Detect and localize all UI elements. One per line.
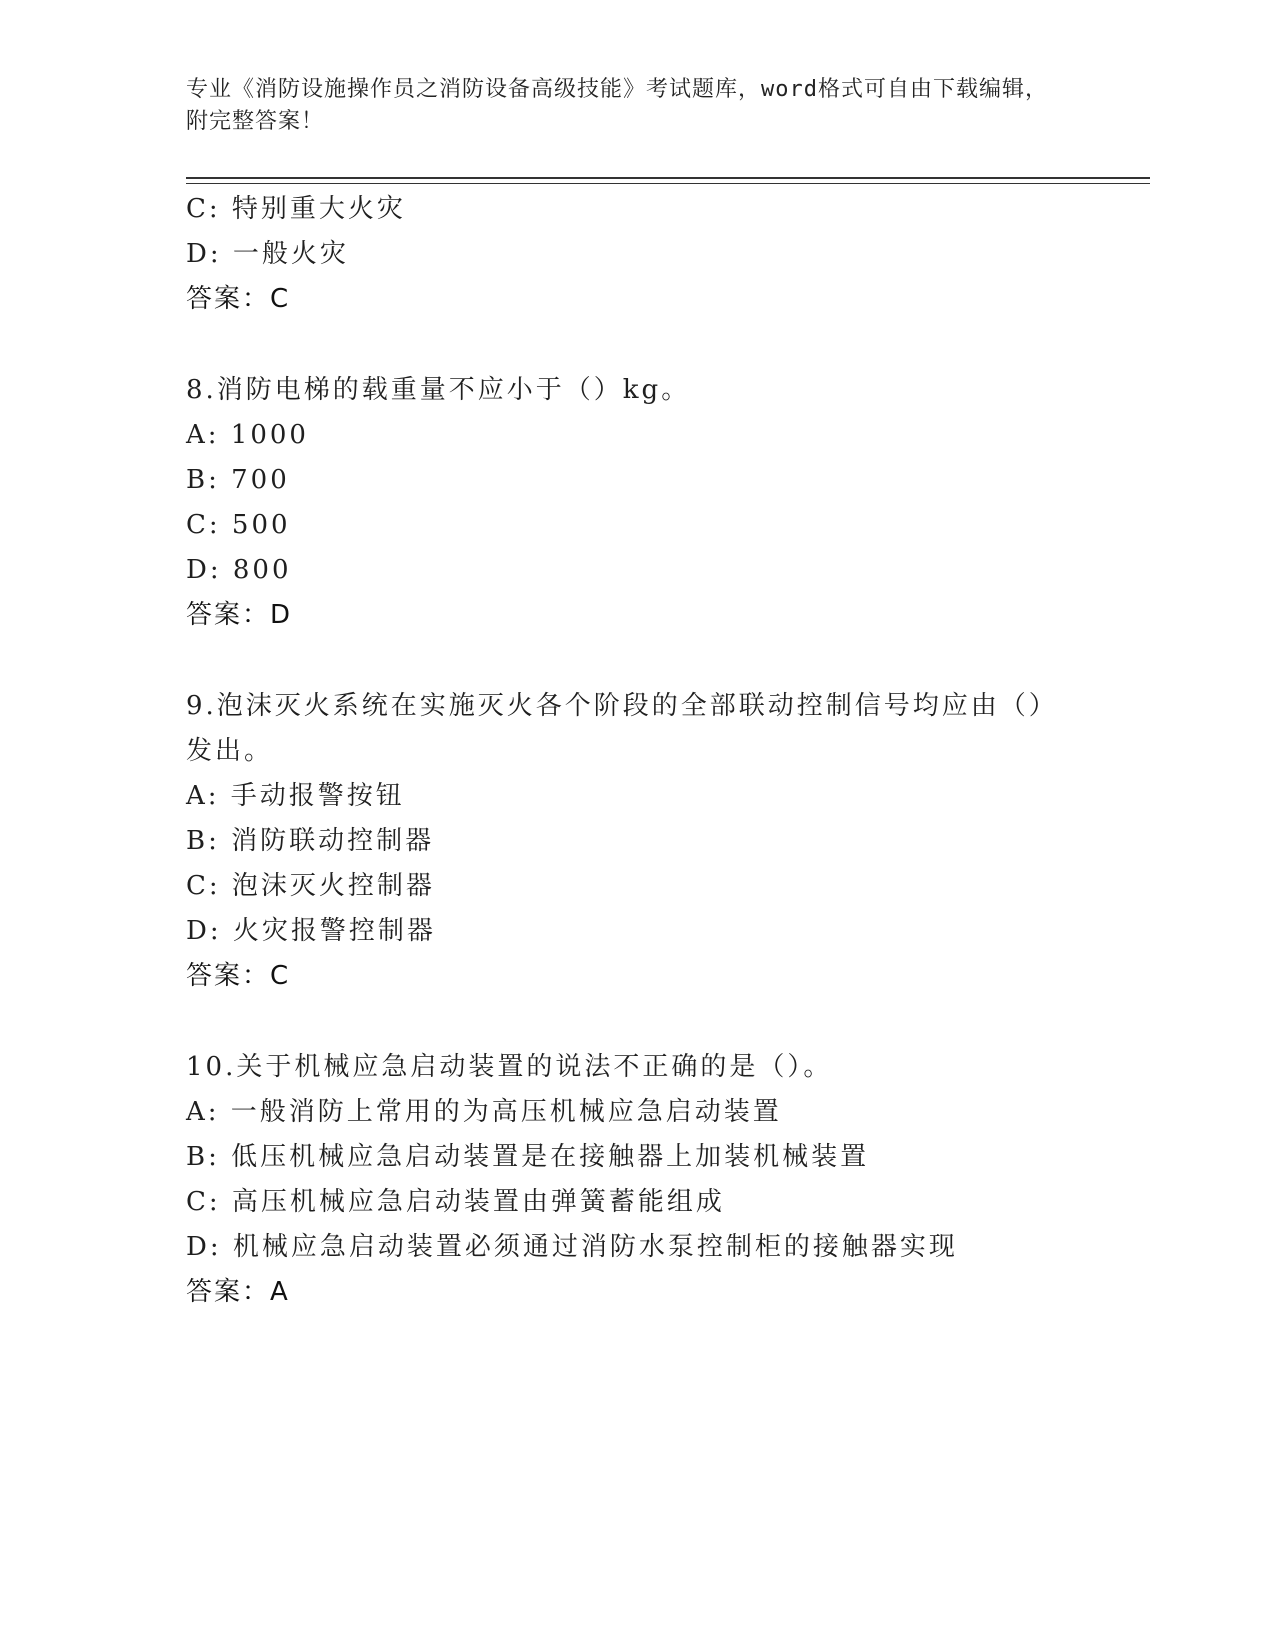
header-rule-thick <box>186 177 1150 179</box>
q9-option-a: A: 手动报警按钮 <box>186 781 405 811</box>
q9-question-line1: 9.泡沫灭火系统在实施灭火各个阶段的全部联动控制信号均应由（） <box>186 691 1058 721</box>
q10-option-a: A: 一般消防上常用的为高压机械应急启动装置 <box>186 1097 782 1127</box>
q9-answer: 答案：C <box>186 961 291 991</box>
q7-option-c: C: 特别重大火灾 <box>186 194 406 224</box>
q10-option-c: C: 高压机械应急启动装置由弹簧蓄能组成 <box>186 1187 725 1217</box>
q7-option-d: D: 一般火灾 <box>186 239 349 269</box>
q8-question: 8.消防电梯的载重量不应小于（）kg。 <box>186 375 691 405</box>
q9-option-c: C: 泡沫灭火控制器 <box>186 871 435 901</box>
q9-question-line2: 发出。 <box>186 736 274 766</box>
q10-option-b: B: 低压机械应急启动装置是在接触器上加装机械装置 <box>186 1142 870 1172</box>
q10-option-d: D: 机械应急启动装置必须通过消防水泵控制柜的接触器实现 <box>186 1232 958 1262</box>
q10-answer: 答案：A <box>186 1277 290 1307</box>
q7-answer: 答案：C <box>186 284 291 314</box>
q8-option-d: D: 800 <box>186 555 292 585</box>
q8-option-a: A: 1000 <box>186 420 309 450</box>
q9-option-d: D: 火灾报警控制器 <box>186 916 436 946</box>
q8-option-b: B: 700 <box>186 465 290 495</box>
q10-question: 10.关于机械应急启动装置的说法不正确的是（）。 <box>186 1052 833 1082</box>
q9-option-b: B: 消防联动控制器 <box>186 826 435 856</box>
q8-option-c: C: 500 <box>186 510 291 540</box>
q8-answer: 答案：D <box>186 600 293 630</box>
header-rule-thin <box>186 183 1150 184</box>
document-header: 专业《消防设施操作员之消防设备高级技能》考试题库，word格式可自由下载编辑，附完整答案！ <box>186 77 1048 134</box>
